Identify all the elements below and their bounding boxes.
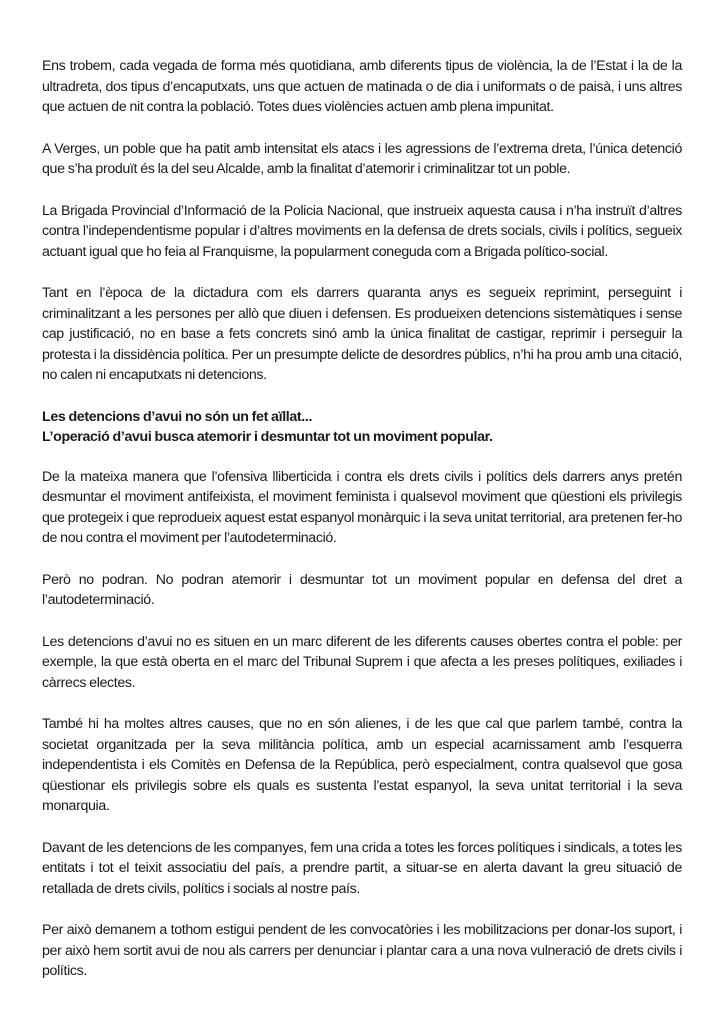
paragraph-6: Però no podran. No podran atemorir i desmuntar tot un moviment popular en defensa del dret a l’autodeterminació. (42, 571, 682, 608)
paragraph-9: Davant de les detencions de les companyes, fem una crida a totes les forces polítiques i sindicals, a totes les entitats i tot el teixit associatiu del país, a prendre partit, a situar-se en alerta davant la greu situació de retallada de drets civils, polítics i socials al nostre país. (42, 839, 682, 897)
paragraph-4: Tant en l’època de la dictadura com els darrers quaranta anys es segueix reprimint, perseguint i criminalitzant a les persones per allò que diuen i defensen. Es produeixen detencions sistemàtiques i sense cap justificació, no en base a fets concrets sinó amb la única finalitat de castigar, reprimir i perseguir la protesta i la dissidència política. Per un presumpte delicte de desordres públics, n’hi ha prou amb una citació, no calen ni encaputxats ni detencions. (42, 285, 682, 383)
heading-line-1: Les detencions d’avui no són un fet aïllat... (42, 408, 313, 425)
heading-line-2: L’operació d’avui busca atemorir i desmuntar tot un moviment popular. (42, 429, 493, 445)
paragraph-3: La Brigada Provincial d’Informació de la Policia Nacional, que instrueix aquesta causa i n’ha instruït d’altres contra l’independentisme popular i d’altres moviments en la defensa de drets socials, civils i polítics, segueix actuant igual que ho feia al Franquisme, la popularment coneguda com a Brigada político-social. (42, 202, 682, 260)
paragraph-10: Per això demanem a tothom estigui pendent de les convocatòries i les mobilitzacions per donar-los suport, i per això hem sortit avui de nou als carrers per denunciar i plantar cara a una nova vulneració de drets civils i polítics. (42, 922, 682, 979)
paragraph-8: També hi ha moltes altres causes, que no en són alienes, i de les que cal que parlem també, contra la societat organitzada per la seva militància política, amb un especial acarnissament amb l’esquerra independentista i els Comitès en Defensa de la República, però especialment, contra qualsevol que gosa qüestionar els privilegis sobre els quals es sustenta l’estat espanyol, la seva unitat territorial i la seva monarquia. (42, 716, 682, 814)
paragraph-1: Ens trobem, cada vegada de forma més quotidiana, amb diferents tipus de violència, la de l’Estat i la de la ultradreta, dos tipus d’encaputxats, uns que actuen de matinada o de dia i uniformats o de paisà, i uns altres que actuen de nit contra la població. Totes dues violències actuen amb plena impunitat. (42, 58, 682, 115)
paragraph-2: A Verges, un poble que ha patit amb intensitat els atacs i les agressions de l’extrema dreta, l’única detenció que s’ha produït és la del seu Alcalde, amb la finalitat d’atemorir i criminalitzar tot un poble. (42, 140, 682, 177)
paragraph-5: De la mateixa manera que l’ofensiva lliberticida i contra els drets civils i polítics dels darrers anys pretén desmuntar el moviment antifeixista, el moviment feminista i qualsevol moviment que qüestioni els privilegis que protegeix i que reprodueix aquest estat espanyol monàrquic i la seva unitat territorial, ara pretenen fer-ho de nou contra el moviment per l’autodeterminació. (42, 468, 682, 546)
paragraph-7: Les detencions d’avui no es situen en un marc diferent de les diferents causes obertes contra el poble: per exemple, la que està oberta en el marc del Tribunal Suprem i que afecta a les preses polítiques, exiliades i càrrecs electes. (42, 633, 682, 691)
section-heading (42, 407, 682, 448)
